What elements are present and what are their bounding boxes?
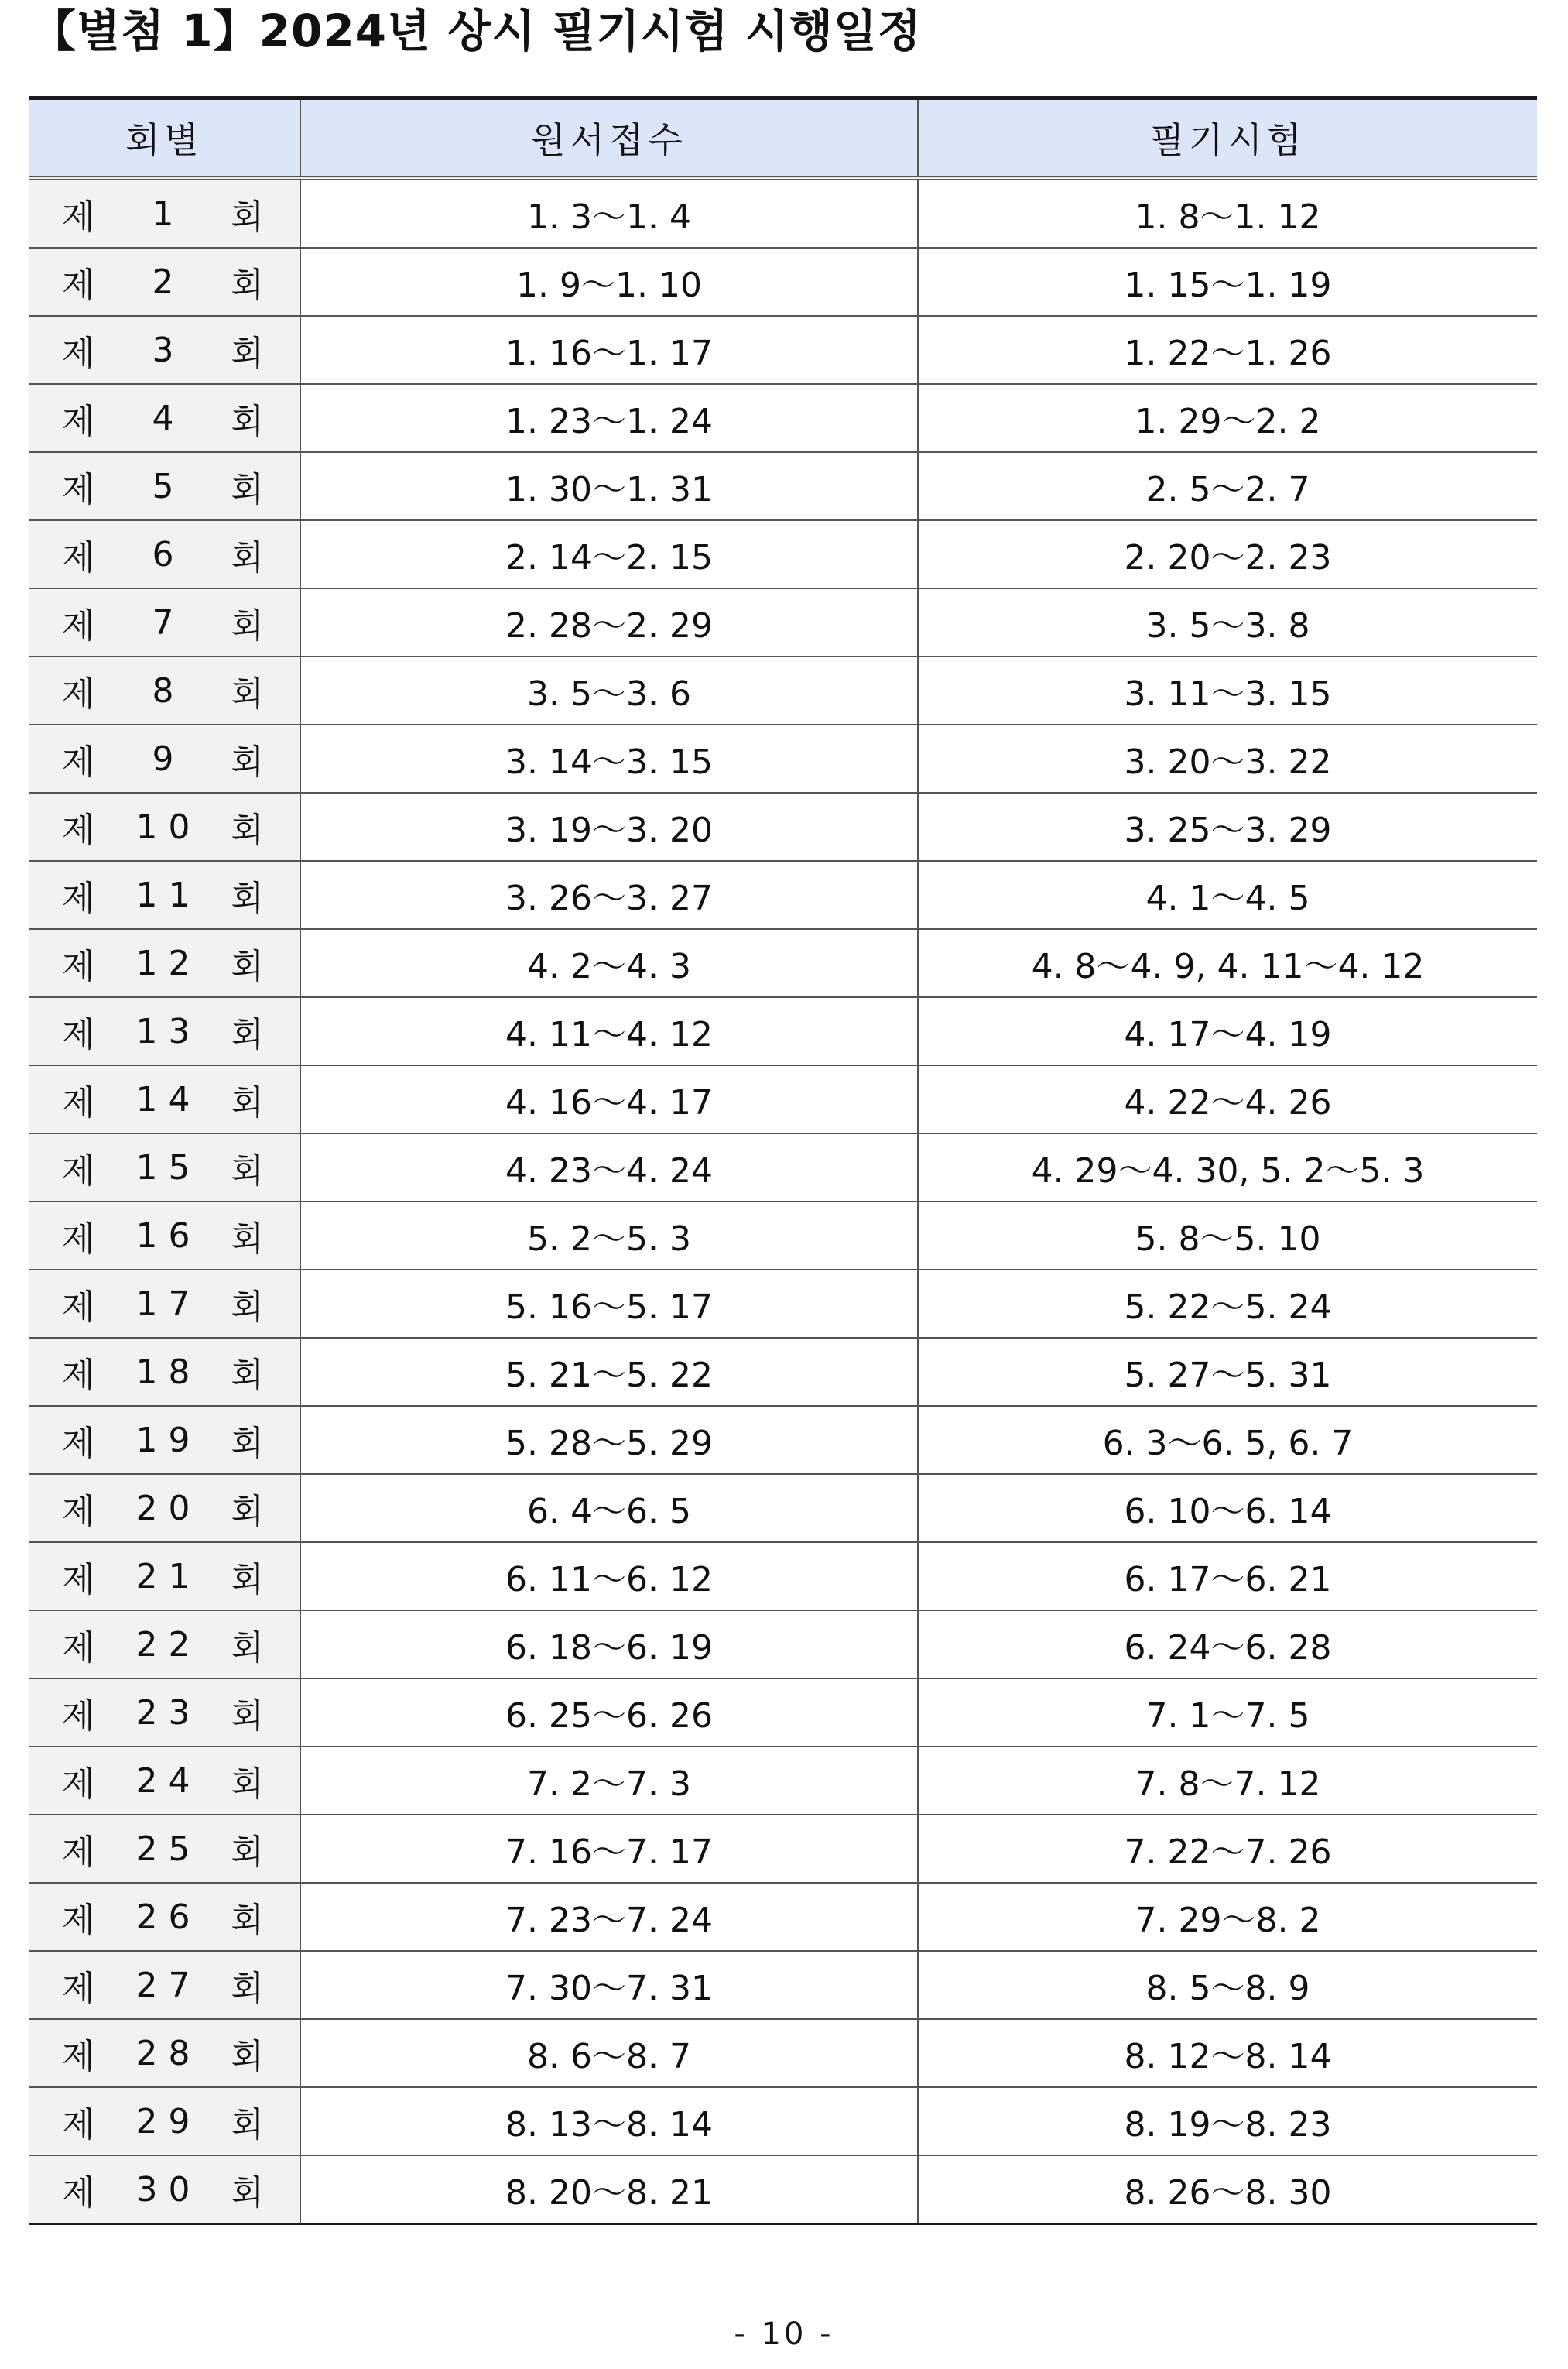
application-period: 7. 2～7. 3	[300, 1747, 918, 1815]
round-prefix: 제	[62, 947, 95, 986]
application-period: 6. 11～6. 12	[300, 1542, 918, 1610]
table-row	[29, 1202, 1537, 1270]
round-label	[29, 1483, 300, 1533]
round-suffix: 회	[231, 1560, 264, 1599]
round-suffix: 회	[231, 334, 264, 373]
round-suffix: 회	[231, 1832, 264, 1872]
round-cell	[29, 725, 300, 793]
application-period: 7. 16～7. 17	[300, 1815, 918, 1883]
application-period: 4. 23～4. 24	[300, 1133, 918, 1202]
round-cell	[29, 384, 300, 452]
round-suffix: 회	[231, 1151, 264, 1191]
round-label	[29, 1892, 300, 1942]
table-row	[29, 520, 1537, 588]
written-exam-period: 5. 8～5. 10	[918, 1202, 1537, 1270]
application-period: 6. 4～6. 5	[300, 1474, 918, 1542]
written-exam-period: 3. 25～3. 29	[918, 793, 1537, 861]
application-period: 8. 20～8. 21	[300, 2155, 918, 2224]
round-suffix: 회	[231, 266, 264, 305]
table-row	[29, 588, 1537, 657]
table-row	[29, 1338, 1537, 1406]
round-cell	[29, 520, 300, 588]
round-prefix: 제	[62, 1219, 95, 1259]
round-suffix: 회	[231, 2105, 264, 2144]
table-row	[29, 1815, 1537, 1883]
round-number: 9	[152, 739, 185, 779]
application-period: 3. 26～3. 27	[300, 861, 918, 929]
round-label	[29, 802, 300, 852]
application-period: 4. 2～4. 3	[300, 929, 918, 997]
round-label	[29, 1415, 300, 1465]
round-suffix: 회	[231, 879, 264, 918]
round-cell	[29, 861, 300, 929]
round-label	[29, 1620, 300, 1669]
round-prefix: 제	[62, 538, 95, 578]
table-body	[29, 178, 1537, 2224]
written-exam-period: 6. 24～6. 28	[918, 1610, 1537, 1678]
table-row	[29, 793, 1537, 861]
round-number: 26	[135, 1897, 201, 1937]
round-prefix: 제	[62, 197, 95, 237]
round-suffix: 회	[231, 2037, 264, 2076]
written-exam-period: 7. 1～7. 5	[918, 1678, 1537, 1747]
written-exam-period: 8. 12～8. 14	[918, 2019, 1537, 2087]
round-cell	[29, 2087, 300, 2155]
round-prefix: 제	[62, 1083, 95, 1123]
round-label	[29, 1960, 300, 2010]
round-suffix: 회	[231, 1492, 264, 1531]
round-number: 15	[135, 1147, 201, 1188]
round-number: 22	[135, 1624, 201, 1664]
written-exam-period: 4. 8～4. 9, 4. 11～4. 12	[918, 929, 1537, 997]
document-title: 【별첨 1】2024년 상시 필기시험 시행일정	[31, 5, 922, 57]
round-cell	[29, 1474, 300, 1542]
round-cell	[29, 1678, 300, 1747]
round-label	[29, 1279, 300, 1328]
written-exam-period: 1. 29～2. 2	[918, 384, 1537, 452]
round-suffix: 회	[231, 538, 264, 578]
round-label	[29, 325, 300, 375]
table-row	[29, 1678, 1537, 1747]
round-number: 17	[135, 1284, 201, 1324]
round-prefix: 제	[62, 879, 95, 918]
round-number: 10	[135, 807, 201, 847]
round-prefix: 제	[62, 606, 95, 646]
written-exam-period: 7. 29～8. 2	[918, 1883, 1537, 1951]
round-number: 30	[135, 2169, 201, 2210]
round-number: 16	[135, 1215, 201, 1256]
round-cell	[29, 1542, 300, 1610]
written-exam-period: 4. 29～4. 30, 5. 2～5. 3	[918, 1133, 1537, 1202]
written-exam-period: 8. 26～8. 30	[918, 2155, 1537, 2224]
round-suffix: 회	[231, 197, 264, 237]
round-suffix: 회	[231, 1696, 264, 1736]
round-number: 4	[152, 398, 185, 438]
round-prefix: 제	[62, 1764, 95, 1804]
round-prefix: 제	[62, 266, 95, 305]
header-written-exam: 필기시험	[918, 98, 1537, 179]
round-number: 23	[135, 1692, 201, 1733]
table-row	[29, 657, 1537, 725]
application-period: 5. 2～5. 3	[300, 1202, 918, 1270]
round-label	[29, 461, 300, 511]
round-prefix: 제	[62, 2037, 95, 2076]
table-row	[29, 1883, 1537, 1951]
round-prefix: 제	[62, 470, 95, 509]
table-row	[29, 1065, 1537, 1133]
round-cell	[29, 1065, 300, 1133]
written-exam-period: 2. 5～2. 7	[918, 452, 1537, 520]
written-exam-period: 6. 3～6. 5, 6. 7	[918, 1406, 1537, 1474]
round-cell	[29, 178, 300, 248]
application-period: 3. 5～3. 6	[300, 657, 918, 725]
round-label	[29, 393, 300, 443]
round-suffix: 회	[231, 1628, 264, 1668]
round-number: 6	[152, 534, 185, 574]
round-cell	[29, 1202, 300, 1270]
written-exam-period: 3. 20～3. 22	[918, 725, 1537, 793]
round-number: 3	[152, 330, 185, 370]
round-label	[29, 1211, 300, 1260]
round-suffix: 회	[231, 402, 264, 441]
round-prefix: 제	[62, 1696, 95, 1736]
round-number: 18	[135, 1352, 201, 1392]
header-round: 회별	[29, 98, 300, 179]
table-row	[29, 725, 1537, 793]
round-cell	[29, 1883, 300, 1951]
round-prefix: 제	[62, 1015, 95, 1054]
round-number: 25	[135, 1829, 201, 1869]
round-cell	[29, 452, 300, 520]
round-label	[29, 1756, 300, 1805]
table-row	[29, 452, 1537, 520]
written-exam-period: 3. 11～3. 15	[918, 657, 1537, 725]
header-application: 원서접수	[300, 98, 918, 179]
round-cell	[29, 316, 300, 384]
round-suffix: 회	[231, 742, 264, 782]
round-prefix: 제	[62, 1560, 95, 1599]
round-prefix: 제	[62, 1901, 95, 1940]
round-number: 7	[152, 602, 185, 643]
round-label	[29, 1006, 300, 1056]
round-label	[29, 189, 300, 238]
application-period: 1. 3～1. 4	[300, 178, 918, 248]
round-number: 20	[135, 1488, 201, 1528]
round-suffix: 회	[231, 1083, 264, 1123]
round-number: 24	[135, 1760, 201, 1801]
round-number: 29	[135, 2101, 201, 2141]
table-row	[29, 929, 1537, 997]
application-period: 8. 13～8. 14	[300, 2087, 918, 2155]
written-exam-period: 6. 17～6. 21	[918, 1542, 1537, 1610]
table-row	[29, 248, 1537, 316]
round-number: 1	[152, 194, 185, 234]
round-suffix: 회	[231, 1901, 264, 1940]
round-prefix: 제	[62, 742, 95, 782]
written-exam-period: 5. 22～5. 24	[918, 1270, 1537, 1338]
round-cell	[29, 248, 300, 316]
round-number: 27	[135, 1965, 201, 2005]
round-number: 5	[152, 466, 185, 506]
table-row	[29, 316, 1537, 384]
application-period: 5. 21～5. 22	[300, 1338, 918, 1406]
table-row	[29, 1133, 1537, 1202]
round-label	[29, 1688, 300, 1737]
round-cell	[29, 1406, 300, 1474]
round-cell	[29, 1815, 300, 1883]
round-prefix: 제	[62, 1151, 95, 1191]
table-row	[29, 1406, 1537, 1474]
round-cell	[29, 929, 300, 997]
round-cell	[29, 1747, 300, 1815]
round-suffix: 회	[231, 1424, 264, 1463]
round-suffix: 회	[231, 1764, 264, 1804]
round-suffix: 회	[231, 947, 264, 986]
application-period: 4. 16～4. 17	[300, 1065, 918, 1133]
table-row	[29, 1474, 1537, 1542]
round-cell	[29, 1610, 300, 1678]
round-label	[29, 1824, 300, 1874]
round-prefix: 제	[62, 1356, 95, 1395]
application-period: 1. 23～1. 24	[300, 384, 918, 452]
written-exam-period: 3. 5～3. 8	[918, 588, 1537, 657]
round-prefix: 제	[62, 1832, 95, 1872]
table-row	[29, 1951, 1537, 2019]
application-period: 7. 30～7. 31	[300, 1951, 918, 2019]
round-label	[29, 938, 300, 988]
written-exam-period: 6. 10～6. 14	[918, 1474, 1537, 1542]
written-exam-period: 4. 22～4. 26	[918, 1065, 1537, 1133]
table-row	[29, 1610, 1537, 1678]
round-cell	[29, 657, 300, 725]
round-suffix: 회	[231, 1015, 264, 1054]
round-cell	[29, 2019, 300, 2087]
round-cell	[29, 1951, 300, 2019]
round-prefix: 제	[62, 1628, 95, 1668]
round-prefix: 제	[62, 2173, 95, 2213]
application-period: 1. 9～1. 10	[300, 248, 918, 316]
round-label	[29, 1347, 300, 1397]
written-exam-period: 7. 8～7. 12	[918, 1747, 1537, 1815]
application-period: 3. 19～3. 20	[300, 793, 918, 861]
application-period: 1. 16～1. 17	[300, 316, 918, 384]
application-period: 1. 30～1. 31	[300, 452, 918, 520]
round-suffix: 회	[231, 674, 264, 714]
page-number: - 10 -	[734, 2316, 834, 2352]
table-row	[29, 1747, 1537, 1815]
round-suffix: 회	[231, 811, 264, 850]
application-period: 2. 14～2. 15	[300, 520, 918, 588]
table-row	[29, 384, 1537, 452]
application-period: 8. 6～8. 7	[300, 2019, 918, 2087]
round-label	[29, 598, 300, 647]
written-exam-period: 8. 5～8. 9	[918, 1951, 1537, 2019]
round-number: 2	[152, 262, 185, 302]
round-suffix: 회	[231, 2173, 264, 2213]
application-period: 7. 23～7. 24	[300, 1883, 918, 1951]
round-number: 28	[135, 2033, 201, 2073]
table-row	[29, 861, 1537, 929]
round-prefix: 제	[62, 1492, 95, 1531]
table-row	[29, 1270, 1537, 1338]
written-exam-period: 5. 27～5. 31	[918, 1338, 1537, 1406]
written-exam-period: 8. 19～8. 23	[918, 2087, 1537, 2155]
round-cell	[29, 1338, 300, 1406]
round-suffix: 회	[231, 1356, 264, 1395]
round-label	[29, 1075, 300, 1124]
application-period: 3. 14～3. 15	[300, 725, 918, 793]
round-suffix: 회	[231, 1969, 264, 2008]
written-exam-period: 4. 1～4. 5	[918, 861, 1537, 929]
written-exam-period: 2. 20～2. 23	[918, 520, 1537, 588]
round-label	[29, 257, 300, 307]
round-suffix: 회	[231, 1287, 264, 1327]
application-period: 6. 25～6. 26	[300, 1678, 918, 1747]
round-suffix: 회	[231, 606, 264, 646]
round-cell	[29, 793, 300, 861]
round-prefix: 제	[62, 674, 95, 714]
round-number: 13	[135, 1011, 201, 1051]
round-label	[29, 530, 300, 579]
application-period: 4. 11～4. 12	[300, 997, 918, 1065]
table-row	[29, 1542, 1537, 1610]
round-number: 12	[135, 943, 201, 983]
round-suffix: 회	[231, 1219, 264, 1259]
application-period: 2. 28～2. 29	[300, 588, 918, 657]
round-prefix: 제	[62, 402, 95, 441]
written-exam-period: 1. 22～1. 26	[918, 316, 1537, 384]
round-cell	[29, 1133, 300, 1202]
application-period: 6. 18～6. 19	[300, 1610, 918, 1678]
round-prefix: 제	[62, 334, 95, 373]
table-row	[29, 997, 1537, 1065]
round-number: 21	[135, 1556, 201, 1596]
round-label	[29, 2165, 300, 2214]
round-label	[29, 1551, 300, 1601]
round-cell	[29, 588, 300, 657]
exam-schedule-table	[29, 96, 1537, 2225]
table-row	[29, 2155, 1537, 2224]
round-label	[29, 734, 300, 783]
round-cell	[29, 997, 300, 1065]
round-number: 8	[152, 670, 185, 711]
header-row	[29, 98, 1537, 179]
table-row	[29, 2087, 1537, 2155]
round-prefix: 제	[62, 1287, 95, 1327]
round-prefix: 제	[62, 1424, 95, 1463]
round-number: 14	[135, 1079, 201, 1119]
round-label	[29, 666, 300, 715]
table-header	[29, 98, 1537, 179]
round-number: 19	[135, 1420, 201, 1460]
round-cell	[29, 1270, 300, 1338]
round-label	[29, 2028, 300, 2078]
round-suffix: 회	[231, 470, 264, 509]
written-exam-period: 4. 17～4. 19	[918, 997, 1537, 1065]
written-exam-period: 1. 15～1. 19	[918, 248, 1537, 316]
round-prefix: 제	[62, 1969, 95, 2008]
round-prefix: 제	[62, 2105, 95, 2144]
round-label	[29, 870, 300, 920]
round-prefix: 제	[62, 811, 95, 850]
application-period: 5. 28～5. 29	[300, 1406, 918, 1474]
table-row	[29, 2019, 1537, 2087]
round-label	[29, 1143, 300, 1192]
written-exam-period: 1. 8～1. 12	[918, 178, 1537, 248]
round-number: 11	[135, 875, 201, 915]
round-cell	[29, 2155, 300, 2224]
table-row	[29, 178, 1537, 248]
application-period: 5. 16～5. 17	[300, 1270, 918, 1338]
round-label	[29, 2096, 300, 2146]
written-exam-period: 7. 22～7. 26	[918, 1815, 1537, 1883]
